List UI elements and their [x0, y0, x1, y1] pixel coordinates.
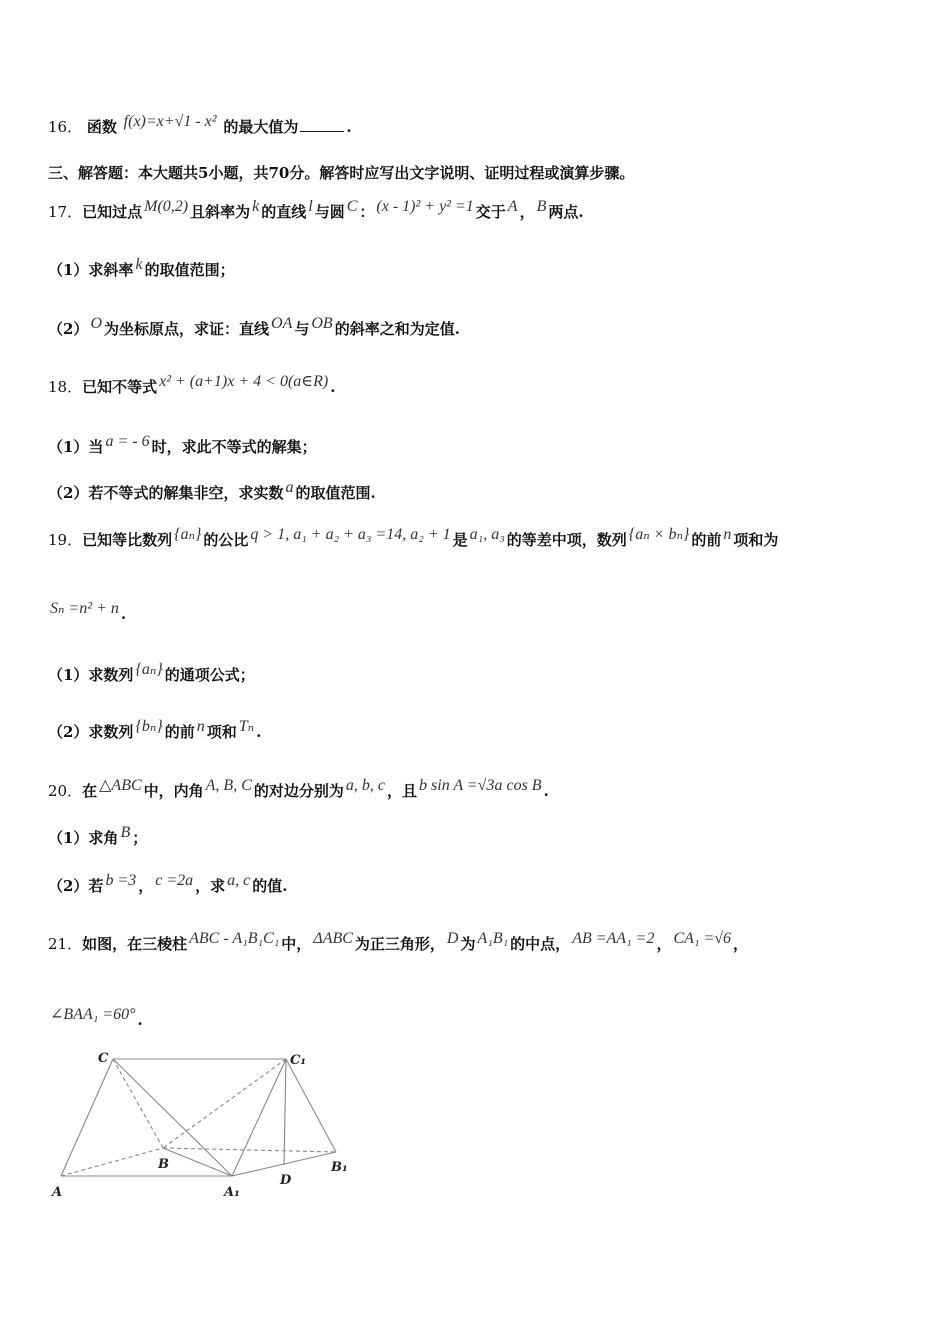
label-A: A [52, 1185, 63, 1200]
label-B1: B₁ [331, 1160, 348, 1175]
label-D: D [280, 1173, 292, 1188]
question-16: 16． 函数 f(x)=x+√1 - x² 的最大值为 . [48, 113, 352, 136]
question-19-part-1: （1）求数列 {aₙ} 的通项公式； [48, 661, 255, 684]
edge-CB [113, 1059, 163, 1148]
edge-CA1 [113, 1059, 232, 1176]
question-19: 19．已知等比数列 {aₙ} 的公比 q > 1, a₁ + a₂ + a₃ =14, a₂ + 1 是 a₁, a₃ 的等差中项，数列 {aₙ × bₙ} 的前 n 项和为 [48, 526, 779, 549]
question-18: 18．已知不等式 x² + (a+1)x + 4 < 0(a∈R) . [48, 373, 336, 396]
question-17-part-1: （1）求斜率 k 的取值范围； [48, 256, 235, 279]
question-20: 20．在 △ABC 中，内角 A, B, C 的对边分别为 a, b, c ，且 b sin A =√3a cos B . [48, 777, 549, 800]
question-18-part-2: （2）若不等式的解集非空，求实数 a 的取值范围. [48, 479, 376, 502]
question-19-cont: Sₙ =n² + n . [50, 600, 127, 623]
edge-C1D [284, 1059, 286, 1165]
edge-C1B [163, 1059, 286, 1148]
question-17: 17．已知过点 M(0,2) 且斜率为 k 的直线 l 与圆 C ： (x - 1)² + y² =1 交于 A ， B 两点. [48, 198, 584, 221]
question-21: 21．如图，在三棱柱 ABC - A₁B₁C₁ 中， ΔABC 为正三角形， D 为 A₁B₁ 的中点， AB =AA₁ =2 ， CA₁ =√6 ， [48, 930, 749, 953]
prism-figure [44, 1044, 364, 1214]
question-21-cont: ∠BAA₁ =60° . [50, 1006, 143, 1029]
question-20-part-1: （1）求角 B ； [48, 824, 148, 847]
label-C1: C₁ [290, 1053, 307, 1068]
q16-formula: f(x)=x+√1 - x² [123, 113, 217, 130]
question-20-part-2: （2）若 b =3 ， c =2a ，求 a, c 的值. [48, 872, 288, 895]
answer-blank [300, 130, 344, 132]
question-19-part-2: （2）求数列 {bₙ} 的前 n 项和 Tₙ . [48, 718, 262, 741]
edge-C1A1 [232, 1059, 286, 1176]
question-17-part-2: （2） O 为坐标原点，求证：直线 OA 与 OB 的斜率之和为定值. [48, 315, 460, 338]
question-18-part-1: （1）当 a = - 6 时，求此不等式的解集； [48, 433, 317, 456]
edge-BB1 [163, 1148, 336, 1152]
label-C: C [98, 1051, 109, 1066]
label-A1: A₁ [224, 1185, 240, 1200]
q16-number: 16． [48, 118, 83, 136]
edge-C1B1 [286, 1059, 336, 1152]
edge-CA [61, 1059, 113, 1176]
label-B: B [158, 1157, 169, 1172]
section-3-heading: 三、解答题：本大题共5小题，共70分。解答时应写出文字说明、证明过程或演算步骤。 [48, 164, 635, 182]
edge-BA1 [163, 1148, 232, 1176]
edge-AB [61, 1148, 163, 1176]
